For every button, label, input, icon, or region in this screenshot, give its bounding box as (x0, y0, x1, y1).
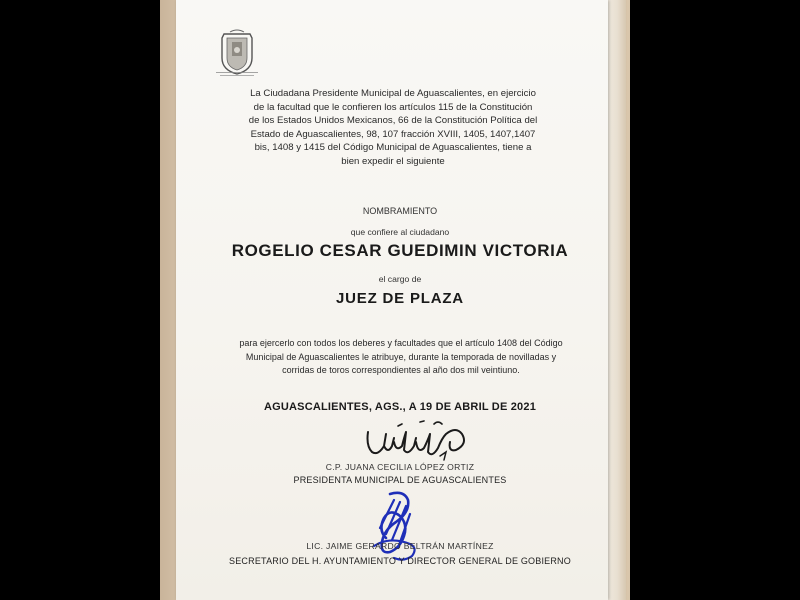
intro-line: La Ciudadana Presidente Municipal de Aguascalientes, en ejercicio (250, 88, 536, 99)
confiere-text: que confiere al ciudadano (350, 227, 450, 237)
appointee-name: ROGELIO CESAR GUEDIMIN VICTORIA (231, 241, 569, 260)
body-line: Municipal de Aguascalientes le atribuye, durante la temporada de novilladas y (245, 351, 557, 362)
signer-name: LIC. JAIME GERARDO BELTRÁN MARTÍNEZ (306, 541, 494, 551)
seal-caption-lines (214, 71, 260, 77)
intro-line: bis, 1408 y 1415 del Código Municipal de Aguascalientes, tiene a (254, 142, 532, 154)
signer-title: SECRETARIO DEL H. AYUNTAMIENTO Y DIRECTOR GENERAL DE GOBIERNO (229, 556, 571, 566)
signer-name: C.P. JUANA CECILIA LÓPEZ ORTIZ (325, 462, 475, 472)
signature-secretary (360, 486, 430, 566)
body-line: corridas de toros correspondientes al año dos mil veintiuno. (282, 365, 520, 376)
intro-paragraph (238, 87, 548, 169)
signer-title: PRESIDENTA MUNICIPAL DE AGUASCALIENTES (293, 475, 507, 485)
intro-line: Estado de Aguascalientes, 98, 107 fracción XVIII, 1405, 1407,1407 (250, 128, 536, 140)
body-line: para ejercerlo con todos los deberes y facultades que el artículo 1408 del Código (239, 338, 563, 348)
intro-line: de los Estados Unidos Mexicanos, 66 de la Constitución Política del (248, 115, 538, 127)
intro-line: de la facultad que le confieren los artículos 115 de la Constitución (253, 101, 533, 113)
body-paragraph (236, 337, 566, 378)
signature-president (358, 412, 478, 466)
place-date: AGUASCALIENTES, AGS., A 19 DE ABRIL DE 2021 (263, 401, 537, 413)
document-heading: NOMBRAMIENTO (362, 206, 438, 216)
cargo-text: el cargo de (378, 274, 422, 284)
position-title: JUEZ DE PLAZA (336, 290, 464, 307)
intro-line: bien expedir el siguiente (341, 155, 445, 167)
